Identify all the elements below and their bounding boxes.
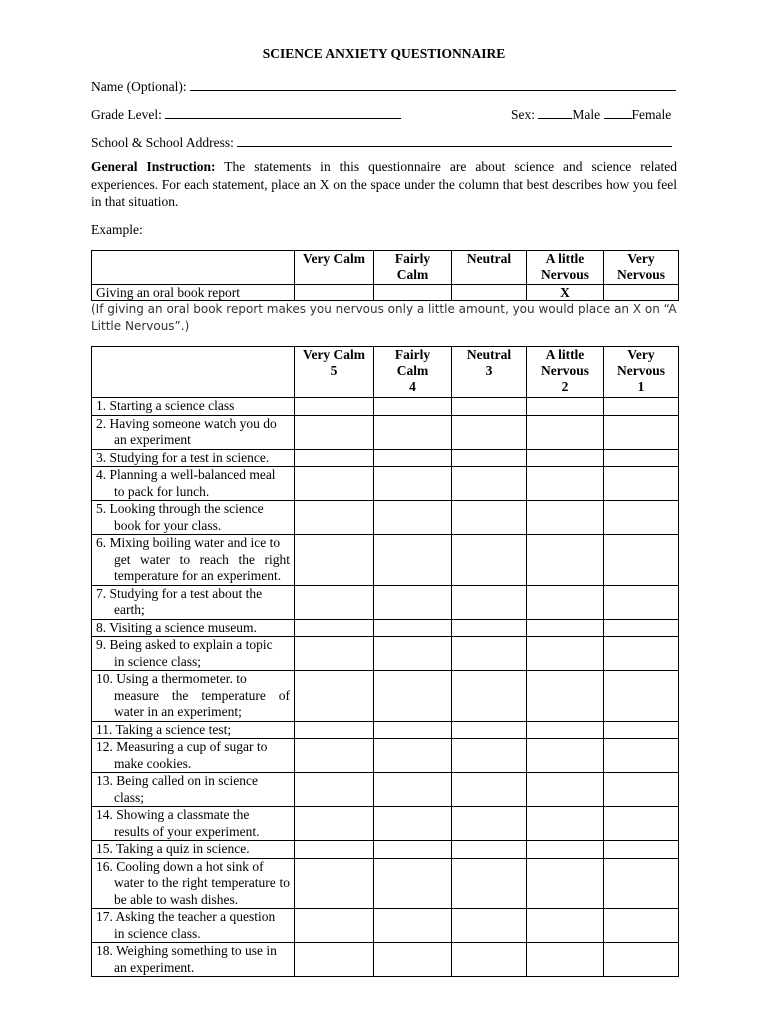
grade-sex-row: [91, 104, 677, 123]
answer-cell-neutral[interactable]: [452, 841, 527, 859]
answer-cell-neutral[interactable]: [452, 773, 527, 807]
statement-continuation: class;: [114, 789, 144, 805]
example-mark-very-nervous: [604, 285, 679, 301]
example-row: [92, 285, 679, 301]
answer-cell-very-calm[interactable]: [295, 398, 374, 416]
questionnaire-row: [92, 467, 679, 501]
answer-cell-fairly-calm[interactable]: [374, 585, 452, 619]
header-neutral: [452, 347, 527, 398]
answer-cell-fairly-calm[interactable]: [374, 858, 452, 909]
example-table: [91, 250, 679, 301]
statement-continuation: an experiment.: [114, 959, 195, 975]
header-fairly-calm-label: Fairly Calm: [394, 347, 431, 378]
header-very-calm-score: 5: [330, 363, 338, 378]
statement-cell: [92, 858, 295, 909]
statement-cell: [92, 415, 295, 449]
answer-cell-neutral[interactable]: [452, 585, 527, 619]
questionnaire-row: [92, 721, 679, 739]
statement-first-line: 16. Cooling down a hot sink of: [96, 858, 264, 874]
questionnaire-table: [91, 346, 679, 977]
statement-first-line: 1. Starting a science class: [96, 398, 235, 413]
header-very-nervous: [604, 347, 679, 398]
name-field-row: [91, 76, 677, 95]
answer-cell-neutral[interactable]: [452, 449, 527, 467]
answer-cell-very-nervous[interactable]: [604, 721, 679, 739]
male-blank[interactable]: [538, 104, 572, 119]
statement-first-line: 18. Weighing something to use in: [96, 943, 277, 958]
name-label: Name (Optional):: [91, 79, 187, 94]
questionnaire-row: [92, 535, 679, 586]
header-neutral-label: Neutral: [466, 347, 512, 362]
statement-first-line: 8. Visiting a science museum.: [96, 619, 257, 635]
answer-cell-very-calm[interactable]: [295, 585, 374, 619]
example-statement: Giving an oral book report: [92, 285, 295, 301]
header-little-nervous: [527, 347, 604, 398]
answer-cell-very-nervous[interactable]: [604, 943, 679, 977]
statement-cell: [92, 671, 295, 722]
answer-cell-neutral[interactable]: [452, 467, 527, 501]
answer-cell-little-nervous[interactable]: [527, 739, 604, 773]
female-label: Female: [631, 107, 672, 122]
general-instruction: [91, 158, 677, 211]
answer-cell-little-nervous[interactable]: [527, 671, 604, 722]
answer-cell-fairly-calm[interactable]: [374, 909, 452, 943]
answer-cell-neutral[interactable]: [452, 909, 527, 943]
example-header-very-nervous: Very Nervous: [604, 251, 679, 285]
answer-cell-neutral[interactable]: [452, 398, 527, 416]
answer-cell-very-nervous[interactable]: [604, 841, 679, 859]
answer-cell-neutral[interactable]: [452, 721, 527, 739]
answer-cell-very-calm[interactable]: [295, 467, 374, 501]
answer-cell-neutral[interactable]: [452, 807, 527, 841]
statement-continuation: make cookies.: [114, 755, 192, 771]
answer-cell-little-nervous[interactable]: [527, 449, 604, 467]
statement-cell: [92, 909, 295, 943]
questionnaire-row: [92, 841, 679, 859]
questionnaire-row: [92, 807, 679, 841]
answer-cell-very-nervous[interactable]: [604, 449, 679, 467]
header-very-calm-label: Very Calm: [302, 347, 366, 362]
answer-cell-very-calm[interactable]: [295, 449, 374, 467]
answer-cell-little-nervous[interactable]: [527, 585, 604, 619]
header-fairly-calm: [374, 347, 452, 398]
sex-group: [511, 104, 671, 123]
answer-cell-very-nervous[interactable]: [604, 415, 679, 449]
header-very-nervous-label: Very Nervous: [617, 347, 665, 378]
answer-cell-very-calm[interactable]: [295, 535, 374, 586]
answer-cell-neutral[interactable]: [452, 415, 527, 449]
answer-cell-little-nervous[interactable]: [527, 773, 604, 807]
grade-field[interactable]: [165, 104, 401, 119]
statement-cell: [92, 943, 295, 977]
questionnaire-row: [92, 398, 679, 416]
statement-first-line: 9. Being asked to explain a topic: [96, 637, 273, 652]
answer-cell-neutral[interactable]: [452, 671, 527, 722]
answer-cell-very-calm[interactable]: [295, 858, 374, 909]
statement-first-line: 7. Studying for a test about the: [96, 585, 263, 601]
answer-cell-fairly-calm[interactable]: [374, 467, 452, 501]
questionnaire-row: [92, 739, 679, 773]
school-label: School & School Address:: [91, 135, 234, 150]
statement-continuation: an experiment: [114, 432, 191, 447]
questionnaire-row: [92, 858, 679, 909]
answer-cell-very-calm[interactable]: [295, 943, 374, 977]
page-title: SCIENCE ANXIETY QUESTIONNAIRE: [262, 46, 506, 61]
example-header-neutral: Neutral: [452, 251, 527, 285]
questionnaire-row: [92, 585, 679, 619]
statement-first-line: 12. Measuring a cup of sugar to: [96, 739, 268, 754]
answer-cell-very-nervous[interactable]: [604, 773, 679, 807]
statement-continuation: water to the right temperature to be able to wash dishes.: [114, 875, 290, 907]
answer-cell-little-nervous[interactable]: [527, 619, 604, 637]
answer-cell-very-calm[interactable]: [295, 773, 374, 807]
statement-continuation: to pack for lunch.: [114, 483, 210, 499]
statement-cell: [92, 721, 295, 739]
answer-cell-very-nervous[interactable]: [604, 637, 679, 671]
answer-cell-very-nervous[interactable]: [604, 501, 679, 535]
answer-cell-fairly-calm[interactable]: [374, 943, 452, 977]
statement-first-line: 13. Being called on in science: [96, 773, 258, 788]
statement-first-line: 10. Using a thermometer. to: [96, 671, 247, 686]
statement-cell: [92, 773, 295, 807]
statement-cell: [92, 467, 295, 501]
answer-cell-very-calm[interactable]: [295, 619, 374, 637]
statement-cell: [92, 535, 295, 586]
answer-cell-little-nervous[interactable]: [527, 637, 604, 671]
questionnaire-row: [92, 501, 679, 535]
questionnaire-row: [92, 415, 679, 449]
example-mark-neutral: [452, 285, 527, 301]
answer-cell-little-nervous[interactable]: [527, 943, 604, 977]
answer-cell-fairly-calm[interactable]: [374, 721, 452, 739]
example-header-very-calm: Very Calm: [295, 251, 374, 285]
answer-cell-very-calm[interactable]: [295, 671, 374, 722]
answer-cell-little-nervous[interactable]: [527, 415, 604, 449]
answer-cell-fairly-calm[interactable]: [374, 637, 452, 671]
answer-cell-little-nervous[interactable]: [527, 858, 604, 909]
questionnaire-header-row: [92, 347, 679, 398]
statement-continuation: in science class.: [114, 925, 201, 941]
answer-cell-very-calm[interactable]: [295, 721, 374, 739]
answer-cell-neutral[interactable]: [452, 501, 527, 535]
answer-cell-very-calm[interactable]: [295, 415, 374, 449]
example-header-little-nervous: A little Nervous: [527, 251, 604, 285]
header-statement: [92, 347, 295, 398]
questionnaire-row: [92, 619, 679, 637]
statement-continuation: measure the temperature of water in an experiment;: [114, 687, 290, 719]
answer-cell-fairly-calm[interactable]: [374, 449, 452, 467]
header-neutral-score: 3: [485, 363, 493, 378]
statement-cell: [92, 398, 295, 416]
example-header-row: [92, 251, 679, 285]
answer-cell-little-nervous[interactable]: [527, 841, 604, 859]
answer-cell-little-nervous[interactable]: [527, 398, 604, 416]
answer-cell-very-calm[interactable]: [295, 501, 374, 535]
statement-continuation: get water to reach the right temperature for an experiment.: [114, 551, 290, 583]
statement-first-line: 2. Having someone watch you do: [96, 415, 277, 431]
female-blank[interactable]: [604, 104, 632, 119]
answer-cell-fairly-calm[interactable]: [374, 739, 452, 773]
answer-cell-neutral[interactable]: [452, 535, 527, 586]
answer-cell-neutral[interactable]: [452, 637, 527, 671]
example-mark-fairly-calm: [374, 285, 452, 301]
school-field[interactable]: [237, 132, 672, 147]
example-header-statement: [92, 251, 295, 285]
answer-cell-fairly-calm[interactable]: [374, 619, 452, 637]
answer-cell-very-nervous[interactable]: [604, 858, 679, 909]
statement-continuation: earth;: [114, 602, 145, 617]
answer-cell-little-nervous[interactable]: [527, 501, 604, 535]
statement-first-line: 4. Planning a well-balanced meal: [96, 467, 276, 482]
example-note: (If giving an oral book report makes you nervous only a little amount, you would place an X on “A Little Nervous”.): [91, 302, 677, 333]
questionnaire-row: [92, 773, 679, 807]
male-label: Male: [572, 107, 601, 122]
answer-cell-very-calm[interactable]: [295, 637, 374, 671]
header-little-nervous-label: A little Nervous: [541, 347, 589, 378]
answer-cell-very-calm[interactable]: [295, 841, 374, 859]
statement-first-line: 15. Taking a quiz in science.: [96, 841, 250, 856]
answer-cell-neutral[interactable]: [452, 858, 527, 909]
header-little-nervous-score: 2: [561, 379, 569, 394]
answer-cell-little-nervous[interactable]: [527, 807, 604, 841]
instruction-heading: General Instruction:: [91, 159, 216, 174]
answer-cell-very-nervous[interactable]: [604, 398, 679, 416]
example-header-fairly-calm: Fairly Calm: [374, 251, 452, 285]
answer-cell-very-nervous[interactable]: [604, 619, 679, 637]
statement-cell: [92, 449, 295, 467]
statement-cell: [92, 619, 295, 637]
header-very-calm: [295, 347, 374, 398]
answer-cell-very-nervous[interactable]: [604, 807, 679, 841]
answer-cell-neutral[interactable]: [452, 619, 527, 637]
answer-cell-fairly-calm[interactable]: [374, 398, 452, 416]
questionnaire-row: [92, 943, 679, 977]
answer-cell-very-nervous[interactable]: [604, 909, 679, 943]
answer-cell-neutral[interactable]: [452, 739, 527, 773]
answer-cell-little-nervous[interactable]: [527, 535, 604, 586]
answer-cell-fairly-calm[interactable]: [374, 501, 452, 535]
example-mark-very-calm: [295, 285, 374, 301]
answer-cell-very-nervous[interactable]: [604, 585, 679, 619]
statement-cell: [92, 637, 295, 671]
answer-cell-fairly-calm[interactable]: [374, 773, 452, 807]
statement-cell: [92, 501, 295, 535]
answer-cell-very-nervous[interactable]: [604, 467, 679, 501]
answer-cell-fairly-calm[interactable]: [374, 841, 452, 859]
statement-first-line: 11. Taking a science test;: [96, 721, 232, 737]
statement-cell: [92, 585, 295, 619]
questionnaire-row: [92, 449, 679, 467]
statement-continuation: in science class;: [114, 653, 201, 669]
example-mark-little-nervous: X: [527, 285, 604, 301]
answer-cell-fairly-calm[interactable]: [374, 415, 452, 449]
answer-cell-very-nervous[interactable]: [604, 535, 679, 586]
answer-cell-little-nervous[interactable]: [527, 909, 604, 943]
questionnaire-row: [92, 909, 679, 943]
answer-cell-very-calm[interactable]: [295, 739, 374, 773]
statement-first-line: 17. Asking the teacher a question: [96, 909, 276, 924]
statement-first-line: 5. Looking through the science: [96, 501, 264, 516]
statement-first-line: 6. Mixing boiling water and ice to: [96, 535, 281, 550]
answer-cell-very-calm[interactable]: [295, 909, 374, 943]
header-very-nervous-score: 1: [637, 379, 645, 394]
header-fairly-calm-score: 4: [409, 379, 416, 394]
questionnaire-row: [92, 637, 679, 671]
statement-cell: [92, 739, 295, 773]
answer-cell-very-nervous[interactable]: [604, 671, 679, 722]
answer-cell-neutral[interactable]: [452, 943, 527, 977]
statement-cell: [92, 807, 295, 841]
answer-cell-little-nervous[interactable]: [527, 467, 604, 501]
example-label: Example:: [91, 222, 143, 237]
answer-cell-fairly-calm[interactable]: [374, 535, 452, 586]
questionnaire-row: [92, 671, 679, 722]
name-field[interactable]: [190, 76, 676, 91]
statement-first-line: 3. Studying for a test in science.: [96, 449, 270, 465]
answer-cell-very-nervous[interactable]: [604, 739, 679, 773]
statement-cell: [92, 841, 295, 859]
statement-continuation: book for your class.: [114, 517, 222, 533]
answer-cell-fairly-calm[interactable]: [374, 671, 452, 722]
sex-label: Sex:: [511, 107, 536, 122]
instruction-text: The statements in this questionnaire are about science and science related experiences. For each statement, place an X on the space under the column that best describes how you feel in that situation.: [91, 159, 677, 209]
answer-cell-little-nervous[interactable]: [527, 721, 604, 739]
statement-continuation: results of your experiment.: [114, 823, 260, 839]
grade-label: Grade Level:: [91, 107, 162, 122]
school-field-row: [91, 132, 677, 151]
answer-cell-very-calm[interactable]: [295, 807, 374, 841]
statement-first-line: 14. Showing a classmate the: [96, 807, 250, 822]
answer-cell-fairly-calm[interactable]: [374, 807, 452, 841]
